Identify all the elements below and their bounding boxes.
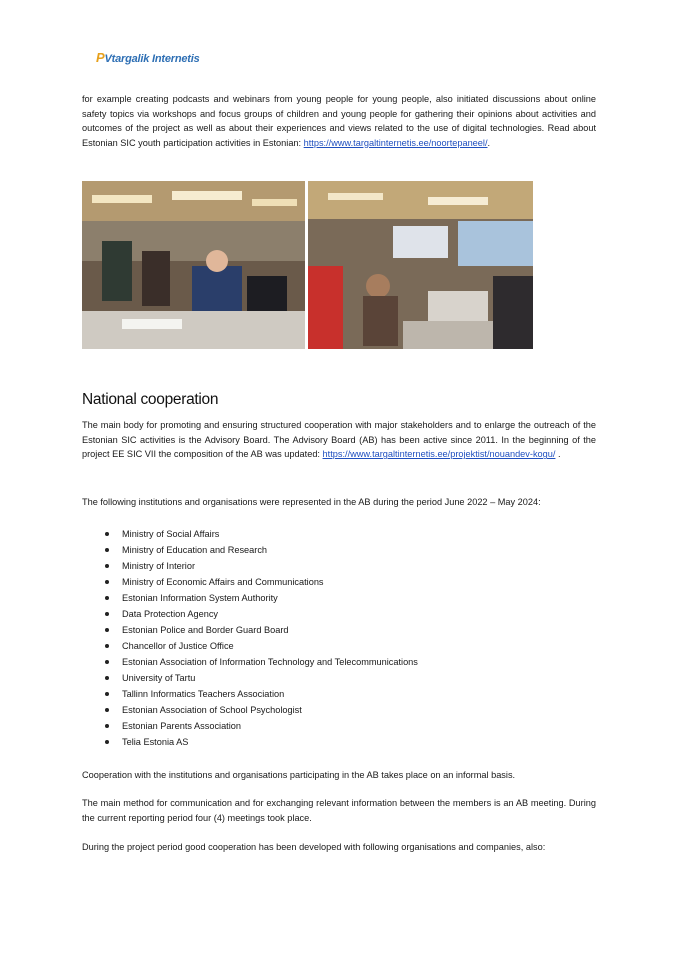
youth-panel-link[interactable]: https://www.targaltinternetis.ee/noortepaneel/ <box>303 137 488 148</box>
list-item: Ministry of Economic Affairs and Communications <box>104 574 418 590</box>
logo-text: Vtargalik Internetis <box>104 53 200 65</box>
section-title: National cooperation <box>82 391 219 408</box>
workshop-photo-right <box>308 181 533 349</box>
advisory-board-after: . <box>555 449 561 460</box>
workshop-photo-left <box>82 181 305 349</box>
intro-paragraph <box>82 92 596 150</box>
meetings-paragraph: The main method for communication and for exchanging relevant information between the members is an AB meeting. During the current reporting period four (4) meetings took place. <box>82 798 596 823</box>
member-list <box>104 526 418 750</box>
list-item: Ministry of Interior <box>104 558 418 574</box>
logo-lead: P <box>96 50 105 65</box>
list-item: Ministry of Education and Research <box>104 542 418 558</box>
list-item: University of Tartu <box>104 670 418 686</box>
intro-text: for example creating podcasts and webinars from young people for young people, also initiated discussions about online safety topics via workshops and focus groups of children and young people for gathering their opinions about activities and outcomes of the project as well as about their experiences and views related to the use of digital technologies. Read about Estonian SIC youth participation activities in Estonian: <box>82 94 596 148</box>
list-item: Data Protection Agency <box>104 606 418 622</box>
advisory-board-paragraph <box>82 418 596 462</box>
list-item: Telia Estonia AS <box>104 734 418 750</box>
logo <box>96 50 200 65</box>
list-item: Estonian Information System Authority <box>104 590 418 606</box>
period-paragraph: The following institutions and organisations were represented in the AB during the period June 2022 – May 2024: <box>82 497 541 507</box>
advisory-board-text: The main body for promoting and ensuring structured cooperation with major stakeholders and to enlarge the outreach of the Estonian SIC activities is the Advisory Board. The Advisory Board (AB) has been active since 2011. In the beginning of the project EE SIC VII the composition of the AB was updated: <box>82 420 596 460</box>
advisory-board-link[interactable]: https://www.targaltinternetis.ee/projektist/nouandev-kogu/ <box>322 449 556 460</box>
informal-basis-paragraph: Cooperation with the institutions and organisations participating in the AB takes place on an informal basis. <box>82 770 516 780</box>
list-item: Estonian Parents Association <box>104 718 418 734</box>
list-item: Estonian Association of School Psychologist <box>104 702 418 718</box>
intro-after: . <box>487 137 491 148</box>
list-item: Estonian Police and Border Guard Board <box>104 622 418 638</box>
list-item: Ministry of Social Affairs <box>104 526 418 542</box>
cooperation-paragraph: During the project period good cooperation has been developed with following organisations and companies, also: <box>82 842 546 852</box>
list-item: Tallinn Informatics Teachers Association <box>104 686 418 702</box>
list-item: Chancellor of Justice Office <box>104 638 418 654</box>
list-item: Estonian Association of Information Technology and Telecommunications <box>104 654 418 670</box>
